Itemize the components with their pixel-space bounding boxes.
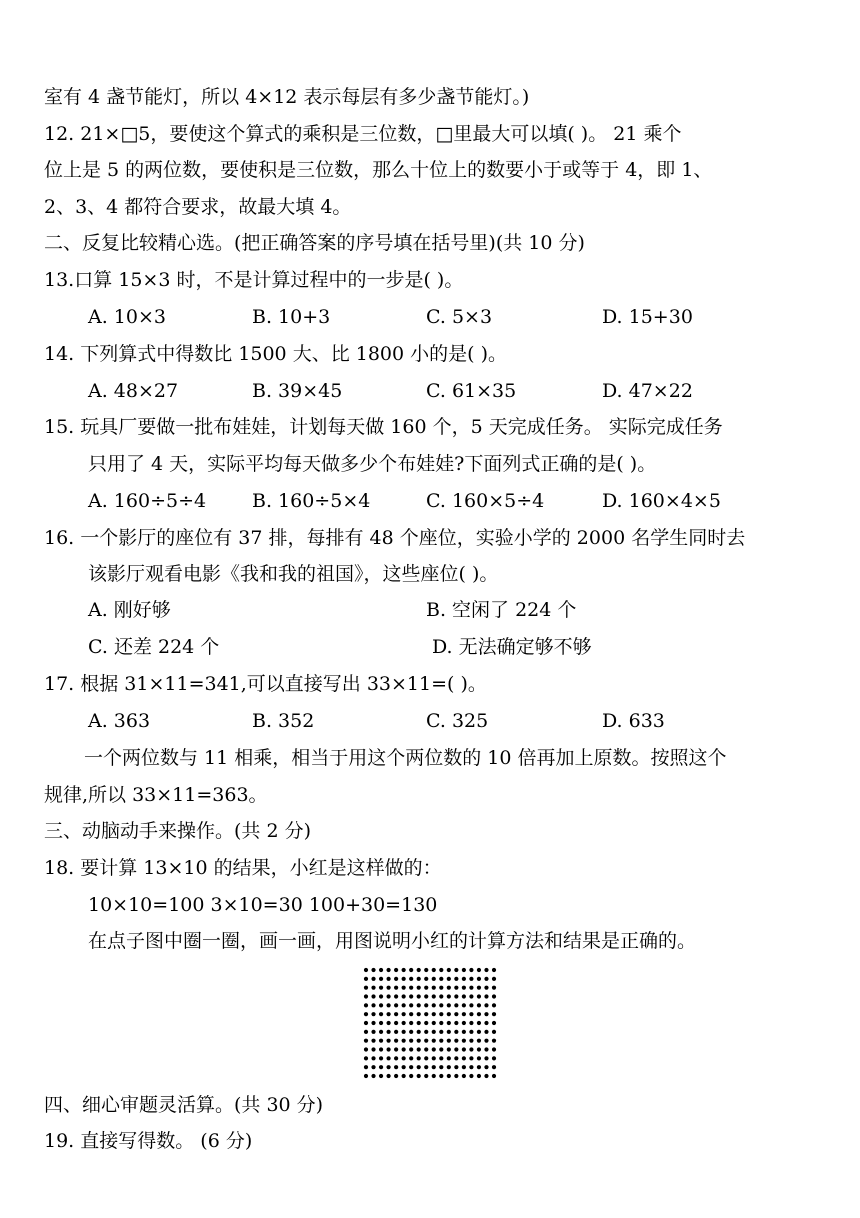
grid-dot (469, 986, 473, 990)
grid-dot (402, 1056, 406, 1060)
grid-dot (462, 1021, 466, 1025)
question-15-continued: 只用了 4 天，实际平均每天做多少个布娃娃?下面列式正确的是( )。 (88, 453, 657, 475)
grid-dot (409, 1056, 413, 1060)
grid-dot (379, 986, 383, 990)
grid-dot (454, 977, 458, 981)
grid-dot (371, 1056, 375, 1060)
grid-dot (432, 1012, 436, 1016)
grid-dot (469, 1047, 473, 1051)
grid-dot (394, 1030, 398, 1034)
grid-dot (447, 1047, 451, 1051)
grid-dot (371, 994, 375, 998)
grid-dot (364, 1030, 368, 1034)
grid-dot (469, 1003, 473, 1007)
grid-dot (492, 1030, 496, 1034)
q16-option-c: C. 还差 224 个 (88, 636, 220, 658)
grid-dot (477, 1012, 481, 1016)
grid-dot (439, 1056, 443, 1060)
grid-dot (386, 968, 390, 972)
grid-dot (379, 1074, 383, 1078)
grid-dot (409, 1030, 413, 1034)
grid-dot (477, 1047, 481, 1051)
grid-dot (364, 994, 368, 998)
grid-dot (432, 1039, 436, 1043)
q13-option-b: B. 10+3 (252, 306, 331, 328)
q17-explanation-continued: 规律,所以 33×11=363。 (44, 784, 268, 806)
grid-dot (432, 968, 436, 972)
grid-dot (462, 1039, 466, 1043)
grid-dot (417, 1030, 421, 1034)
grid-dot (386, 1003, 390, 1007)
grid-dot (424, 1039, 428, 1043)
section-2-heading: 二、反复比较精心选。(把正确答案的序号填在括号里)(共 10 分) (44, 232, 585, 254)
grid-dot (477, 1039, 481, 1043)
grid-dot (394, 994, 398, 998)
grid-dot (402, 1021, 406, 1025)
grid-dot (447, 977, 451, 981)
grid-dot (402, 1012, 406, 1016)
grid-dot (424, 1003, 428, 1007)
grid-dot (469, 1039, 473, 1043)
answer-text-line: 室有 4 盏节能灯，所以 4×12 表示每层有多少盏节能灯。) (44, 86, 530, 108)
grid-dot (417, 1056, 421, 1060)
q17-option-d: D. 633 (602, 710, 665, 732)
grid-dot (386, 1065, 390, 1069)
grid-dot (379, 1003, 383, 1007)
grid-dot (484, 994, 488, 998)
grid-dot (379, 1056, 383, 1060)
grid-dot (484, 968, 488, 972)
grid-dot (454, 968, 458, 972)
grid-dot (417, 1065, 421, 1069)
grid-dot (462, 1074, 466, 1078)
grid-dot (371, 1030, 375, 1034)
grid-dot (424, 1012, 428, 1016)
grid-dot (424, 977, 428, 981)
grid-dot (454, 1065, 458, 1069)
question-12: 12. 21×□5，要使这个算式的乘积是三位数，□里最大可以填( )。 21 乘个 (44, 123, 682, 145)
grid-dot (477, 968, 481, 972)
question-15: 15. 玩具厂要做一批布娃娃，计划每天做 160 个，5 天完成任务。 实际完成任务 (44, 416, 723, 438)
grid-dot (484, 1021, 488, 1025)
grid-dot (439, 1047, 443, 1051)
grid-dot (439, 1030, 443, 1034)
grid-dot (379, 1065, 383, 1069)
grid-dot (439, 1074, 443, 1078)
grid-dot (492, 1056, 496, 1060)
grid-dot (417, 1012, 421, 1016)
grid-dot (424, 994, 428, 998)
grid-dot (469, 1030, 473, 1034)
grid-dot (402, 1030, 406, 1034)
grid-dot (371, 1039, 375, 1043)
grid-dot (432, 994, 436, 998)
grid-dot (439, 994, 443, 998)
grid-dot (447, 1056, 451, 1060)
grid-dot (492, 977, 496, 981)
grid-dot (386, 986, 390, 990)
grid-dot (394, 1012, 398, 1016)
grid-dot (379, 1012, 383, 1016)
grid-dot (386, 1056, 390, 1060)
question-13: 13.口算 15×3 时，不是计算过程中的一步是( )。 (44, 269, 464, 291)
grid-dot (477, 1056, 481, 1060)
q17-option-c: C. 325 (426, 710, 489, 732)
grid-dot (447, 1012, 451, 1016)
q16-option-d: D. 无法确定够不够 (432, 636, 592, 658)
section-4-heading: 四、细心审题灵活算。(共 30 分) (44, 1094, 324, 1116)
question-18: 18. 要计算 13×10 的结果，小红是这样做的： (44, 857, 442, 879)
grid-dot (371, 1003, 375, 1007)
q13-option-a: A. 10×3 (88, 306, 166, 328)
grid-dot (424, 1030, 428, 1034)
grid-dot (386, 1030, 390, 1034)
grid-dot (462, 977, 466, 981)
grid-dot (394, 1047, 398, 1051)
grid-dot (462, 1056, 466, 1060)
grid-dot (386, 1047, 390, 1051)
grid-dot (409, 968, 413, 972)
grid-dot (371, 986, 375, 990)
grid-dot (364, 986, 368, 990)
q18-task: 在点子图中圈一圈，画一画，用图说明小红的计算方法和结果是正确的。 (88, 930, 697, 952)
q17-explanation: 一个两位数与 11 相乘，相当于用这个两位数的 10 倍再加上原数。按照这个 (84, 747, 727, 769)
grid-dot (462, 968, 466, 972)
grid-dot (492, 1012, 496, 1016)
question-16: 16. 一个影厅的座位有 37 排，每排有 48 个座位，实验小学的 2000 名学生同时去 (44, 527, 746, 549)
grid-dot (484, 1012, 488, 1016)
grid-dot (447, 1021, 451, 1025)
grid-dot (394, 1021, 398, 1025)
grid-dot (492, 1003, 496, 1007)
q17-option-a: A. 363 (88, 710, 151, 732)
grid-dot (394, 1074, 398, 1078)
grid-dot (386, 1021, 390, 1025)
grid-dot (364, 968, 368, 972)
grid-dot (439, 1012, 443, 1016)
grid-dot (379, 994, 383, 998)
grid-dot (454, 1003, 458, 1007)
grid-dot (386, 994, 390, 998)
grid-dot (402, 977, 406, 981)
grid-dot (364, 1074, 368, 1078)
grid-dot (484, 1065, 488, 1069)
grid-dot (364, 1021, 368, 1025)
grid-dot (364, 1012, 368, 1016)
grid-dot (477, 1003, 481, 1007)
grid-dot (469, 968, 473, 972)
question-19: 19. 直接写得数。 (6 分) (44, 1130, 253, 1152)
grid-dot (386, 1012, 390, 1016)
grid-dot (432, 986, 436, 990)
grid-dot (371, 1047, 375, 1051)
grid-dot (379, 977, 383, 981)
q13-option-c: C. 5×3 (426, 306, 493, 328)
grid-dot (492, 994, 496, 998)
grid-dot (454, 1012, 458, 1016)
grid-dot (424, 1074, 428, 1078)
grid-dot (409, 1021, 413, 1025)
grid-dot (462, 1003, 466, 1007)
grid-dot (417, 977, 421, 981)
grid-dot (484, 1030, 488, 1034)
grid-dot (432, 977, 436, 981)
grid-dot (432, 1056, 436, 1060)
grid-dot (394, 1039, 398, 1043)
grid-dot (447, 1039, 451, 1043)
grid-dot (402, 1074, 406, 1078)
grid-dot (469, 1021, 473, 1025)
grid-dot (424, 986, 428, 990)
q14-option-d: D. 47×22 (602, 380, 693, 402)
grid-dot (417, 1003, 421, 1007)
grid-dot (417, 968, 421, 972)
q17-option-b: B. 352 (252, 710, 315, 732)
grid-dot (394, 986, 398, 990)
grid-dot (371, 1012, 375, 1016)
grid-dot (402, 1003, 406, 1007)
grid-dot (409, 1065, 413, 1069)
grid-dot (447, 1003, 451, 1007)
grid-dot (484, 1047, 488, 1051)
q15-option-c: C. 160×5÷4 (426, 490, 545, 512)
grid-dot (409, 1012, 413, 1016)
grid-dot (417, 1074, 421, 1078)
grid-dot (469, 1056, 473, 1060)
grid-dot (371, 1021, 375, 1025)
grid-dot (447, 1065, 451, 1069)
grid-dot (386, 1039, 390, 1043)
grid-dot (379, 1047, 383, 1051)
grid-dot (477, 986, 481, 990)
section-3-heading: 三、动脑动手来操作。(共 2 分) (44, 820, 311, 842)
grid-dot (379, 1039, 383, 1043)
grid-dot (402, 968, 406, 972)
question-17: 17. 根据 31×11=341,可以直接写出 33×11=( )。 (44, 673, 487, 695)
answer-12-line: 位上是 5 的两位数，要使积是三位数，那么十位上的数要小于或等于 4，即 1、 (44, 159, 713, 181)
grid-dot (484, 1074, 488, 1078)
grid-dot (364, 977, 368, 981)
grid-dot (364, 1065, 368, 1069)
q14-option-b: B. 39×45 (252, 380, 343, 402)
q15-option-b: B. 160÷5×4 (252, 490, 371, 512)
grid-dot (462, 1012, 466, 1016)
grid-dot (394, 1003, 398, 1007)
grid-dot (371, 968, 375, 972)
grid-dot (484, 1003, 488, 1007)
grid-dot (447, 986, 451, 990)
grid-dot (447, 1074, 451, 1078)
grid-dot (409, 986, 413, 990)
grid-dot (394, 968, 398, 972)
grid-dot (402, 986, 406, 990)
grid-dot (454, 994, 458, 998)
grid-dot (484, 977, 488, 981)
grid-dot (469, 1065, 473, 1069)
grid-dot (379, 1030, 383, 1034)
grid-dot (492, 1074, 496, 1078)
grid-dot (424, 1056, 428, 1060)
grid-dot (447, 994, 451, 998)
grid-dot (394, 1065, 398, 1069)
grid-dot (364, 1039, 368, 1043)
grid-dot (439, 1021, 443, 1025)
grid-dot (469, 1074, 473, 1078)
grid-dot (432, 1065, 436, 1069)
grid-dot (439, 1065, 443, 1069)
grid-dot (439, 968, 443, 972)
grid-dot (454, 1039, 458, 1043)
grid-dot (447, 1030, 451, 1034)
grid-dot (469, 977, 473, 981)
grid-dot (424, 968, 428, 972)
grid-dot (454, 1030, 458, 1034)
grid-dot (432, 1021, 436, 1025)
grid-dot (417, 986, 421, 990)
answer-12-line: 2、3、4 都符合要求，故最大填 4。 (44, 196, 352, 218)
grid-dot (462, 1030, 466, 1034)
q15-option-a: A. 160÷5÷4 (88, 490, 207, 512)
grid-dot (432, 1074, 436, 1078)
grid-dot (477, 1021, 481, 1025)
q16-option-b: B. 空闲了 224 个 (426, 599, 577, 621)
grid-dot (432, 1047, 436, 1051)
grid-dot (364, 1003, 368, 1007)
grid-dot (439, 986, 443, 990)
grid-dot (462, 1047, 466, 1051)
grid-dot (469, 1012, 473, 1016)
q14-option-c: C. 61×35 (426, 380, 517, 402)
grid-dot (454, 1047, 458, 1051)
grid-dot (432, 1030, 436, 1034)
grid-dot (402, 994, 406, 998)
grid-dot (364, 1047, 368, 1051)
grid-dot (386, 1074, 390, 1078)
grid-dot (424, 1021, 428, 1025)
grid-dot (409, 1003, 413, 1007)
grid-dot (462, 986, 466, 990)
q14-option-a: A. 48×27 (88, 380, 179, 402)
grid-dot (484, 1039, 488, 1043)
grid-dot (432, 1003, 436, 1007)
grid-dot (492, 968, 496, 972)
dot-grid-figure (360, 964, 500, 1082)
grid-dot (371, 1074, 375, 1078)
grid-dot (439, 1039, 443, 1043)
question-14: 14. 下列算式中得数比 1500 大、比 1800 小的是( )。 (44, 343, 507, 365)
grid-dot (492, 986, 496, 990)
grid-dot (492, 1065, 496, 1069)
grid-dot (454, 1021, 458, 1025)
grid-dot (417, 1039, 421, 1043)
grid-dot (371, 977, 375, 981)
grid-dot (492, 1047, 496, 1051)
grid-dot (477, 977, 481, 981)
grid-dot (477, 1074, 481, 1078)
grid-dot (477, 1030, 481, 1034)
grid-dot (454, 986, 458, 990)
grid-dot (379, 968, 383, 972)
grid-dot (484, 1056, 488, 1060)
grid-dot (477, 1065, 481, 1069)
grid-dot (409, 977, 413, 981)
grid-dot (439, 1003, 443, 1007)
grid-dot (439, 977, 443, 981)
grid-dot (454, 1056, 458, 1060)
grid-dot (462, 994, 466, 998)
grid-dot (402, 1065, 406, 1069)
grid-dot (447, 968, 451, 972)
grid-dot (394, 977, 398, 981)
grid-dot (409, 1047, 413, 1051)
grid-dot (454, 1074, 458, 1078)
grid-dot (492, 1021, 496, 1025)
grid-dot (371, 1065, 375, 1069)
grid-dot (477, 994, 481, 998)
grid-dot (402, 1047, 406, 1051)
grid-dot (469, 994, 473, 998)
grid-dot (379, 1021, 383, 1025)
grid-dot (417, 1047, 421, 1051)
grid-dot (394, 1056, 398, 1060)
q18-calculation: 10×10=100 3×10=30 100+30=130 (88, 894, 438, 916)
grid-dot (409, 994, 413, 998)
grid-dot (364, 1056, 368, 1060)
q16-option-a: A. 刚好够 (88, 599, 171, 621)
grid-dot (409, 1074, 413, 1078)
grid-dot (417, 994, 421, 998)
question-16-continued: 该影厅观看电影《我和我的祖国》，这些座位( )。 (88, 563, 499, 585)
grid-dot (402, 1039, 406, 1043)
grid-dot (424, 1065, 428, 1069)
grid-dot (462, 1065, 466, 1069)
grid-dot (386, 977, 390, 981)
q15-option-d: D. 160×4×5 (602, 490, 721, 512)
grid-dot (484, 986, 488, 990)
grid-dot (492, 1039, 496, 1043)
q13-option-d: D. 15+30 (602, 306, 693, 328)
grid-dot (417, 1021, 421, 1025)
grid-dot (409, 1039, 413, 1043)
grid-dot (424, 1047, 428, 1051)
